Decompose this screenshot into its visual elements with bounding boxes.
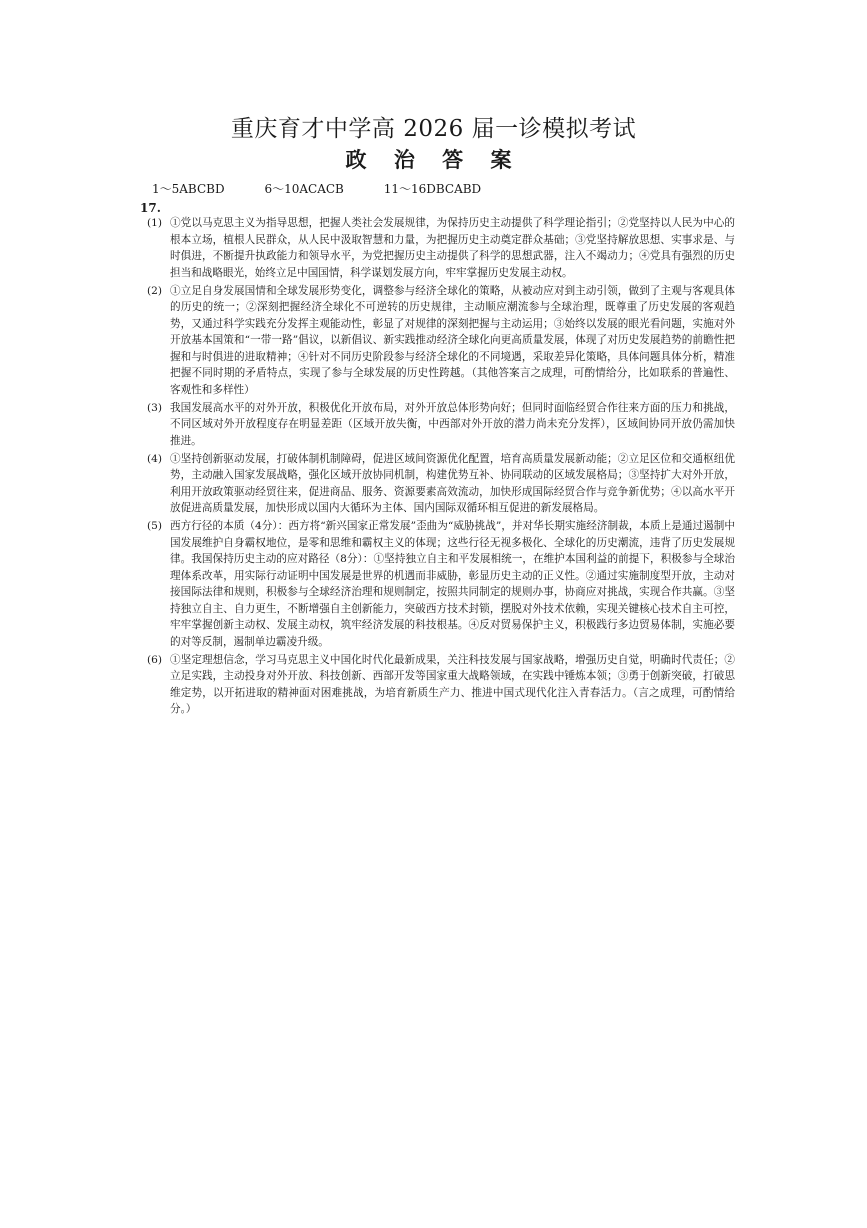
choice-answers-11-16: 11～16DBCABD bbox=[383, 182, 482, 196]
choice-answers-1-5: 1～5ABCBD bbox=[152, 182, 225, 196]
answer-part-text: ①坚定理想信念，学习马克思主义中国化时代化最新成果，关注科技发展与国家战略，增强历史自觉，明确时代责任；②立足实践，主动投身对外开放、科技创新、西部开发等国家重大战略领域，在实践中锤炼本领；③勇于创新突破，打破思维定势，以开拓进取的精神面对困难挑战，为培育新质生产力、推进中国式现代化注入青春活力。（言之成理，可酌情给分。） bbox=[170, 653, 735, 715]
choice-answers-6-10: 6～10ACACB bbox=[264, 182, 344, 196]
answer-part-number: (6) bbox=[147, 653, 163, 666]
answer-part-text: 我国发展高水平的对外开放，积极优化开放布局，对外开放总体形势向好；但同时面临经贸合作往来方面的压力和挑战，不同区域对外开放程度存在明显差距（区域开放失衡，中西部对外开放的潜力尚未充分发挥），区域间协同开放仍需加快推进。 bbox=[170, 401, 735, 447]
answer-part-number: (2) bbox=[147, 284, 163, 297]
answer-part-1 bbox=[147, 215, 735, 281]
answer-part-text: 西方行径的本质（4分）：西方将“新兴国家正常发展”歪曲为“威胁挑战”，并对华长期实施经济制裁，本质上是通过遏制中国发展维护自身霸权地位，是零和思维和霸权主义的体现；这些行径无视多极化、全球化的历史潮流，违背了历史发展规律。我国保持历史主动的应对路径（8分）：①坚持独立自主和平发展相统一，在维护本国利益的前提下，积极参与全球治理体系改革，用实际行动证明中国发展是世界的机遇而非威胁，彰显历史主动的正义性。②通过实施制度型开放，主动对接国际法律和规则，积极参与全球经济治理和规则制定，按照共同制定的规则办事，协商应对挑战，实现合作共赢。③坚持独立自主、自力更生，不断增强自主创新能力，突破西方技术封锁，摆脱对外技术依赖，实现关键核心技术自主可控，牢牢掌握创新主动权、发展主动权，筑牢经济发展的科技根基。④反对贸易保护主义，积极践行多边贸易体制，实施必要的对等反制，遏制单边霸凌升级。 bbox=[170, 520, 735, 648]
answer-list bbox=[147, 215, 735, 719]
answer-part-number: (3) bbox=[147, 401, 163, 414]
answer-part-4 bbox=[147, 451, 735, 517]
subject-title: 政 治 答 案 bbox=[345, 147, 522, 172]
answer-part-6 bbox=[147, 652, 735, 718]
answer-part-number: (5) bbox=[147, 520, 163, 532]
question-number: 17. bbox=[140, 201, 161, 215]
answer-part-2 bbox=[147, 283, 735, 399]
answer-part-5 bbox=[147, 518, 735, 650]
choice-answer-key bbox=[152, 180, 517, 197]
answer-part-text: ①党以马克思主义为指导思想，把握人类社会发展规律，为保持历史主动提供了科学理论指引；②党坚持以人民为中心的根本立场，植根人民群众，从人民中汲取智慧和力量，为把握历史主动奠定群众基础；③党坚持解放思想、实事求是、与时俱进，不断提升执政能力和领导水平，为党把握历史主动提供了科学的思想武器，注入不竭动力；④党具有强烈的历史担当和战略眼光，始终立足中国国情，科学谋划发展方向，牢牢掌握历史发展主动权。 bbox=[170, 217, 735, 279]
answer-part-text: ①坚持创新驱动发展，打破体制机制障碍，促进区域间资源优化配置，培育高质量发展新动能；②立足区位和交通枢纽优势，主动融入国家发展战略，强化区域开放协同机制，构建优势互补、协同联动的区域发展格局；③坚持扩大对外开放，利用开放政策驱动经贸往来，促进商品、服务、资源要素高效流动，加快形成国际经贸合作与竞争新优势；④以高水平开放促进高质量发展，加快形成以国内大循环为主体、国内国际双循环相互促进的新发展格局。 bbox=[170, 452, 735, 514]
page-title: 重庆育才中学高 2026 届一诊模拟考试 bbox=[230, 116, 637, 142]
answer-part-number: (4) bbox=[147, 452, 163, 465]
answer-part-number: (1) bbox=[147, 217, 163, 229]
answer-part-text: ①立足自身发展国情和全球发展形势变化，调整参与经济全球化的策略，从被动应对到主动引领，做到了主观与客观具体的历史的统一；②深刻把握经济全球化不可逆转的历史规律，主动顺应潮流参与全球治理，既尊重了历史发展的客观趋势，又通过科学实践充分发挥主观能动性，彰显了对规律的深刻把握与主动运用；③始终以发展的眼光看问题，实施对外开放基本国策和“一带一路”倡议，以新倡议、新实践推动经济全球化向更高质量发展，体现了对历史发展趋势的前瞻性把握和与时俱进的进取精神；④针对不同历史阶段参与经济全球化的不同境遇，采取差异化策略，具体问题具体分析，精准把握不同时期的矛盾特点，实现了参与全球发展的历史性跨越。（其他答案言之成理，可酌情给分，比如联系的普遍性、客观性和多样性） bbox=[170, 284, 735, 396]
answer-part-3 bbox=[147, 400, 735, 450]
